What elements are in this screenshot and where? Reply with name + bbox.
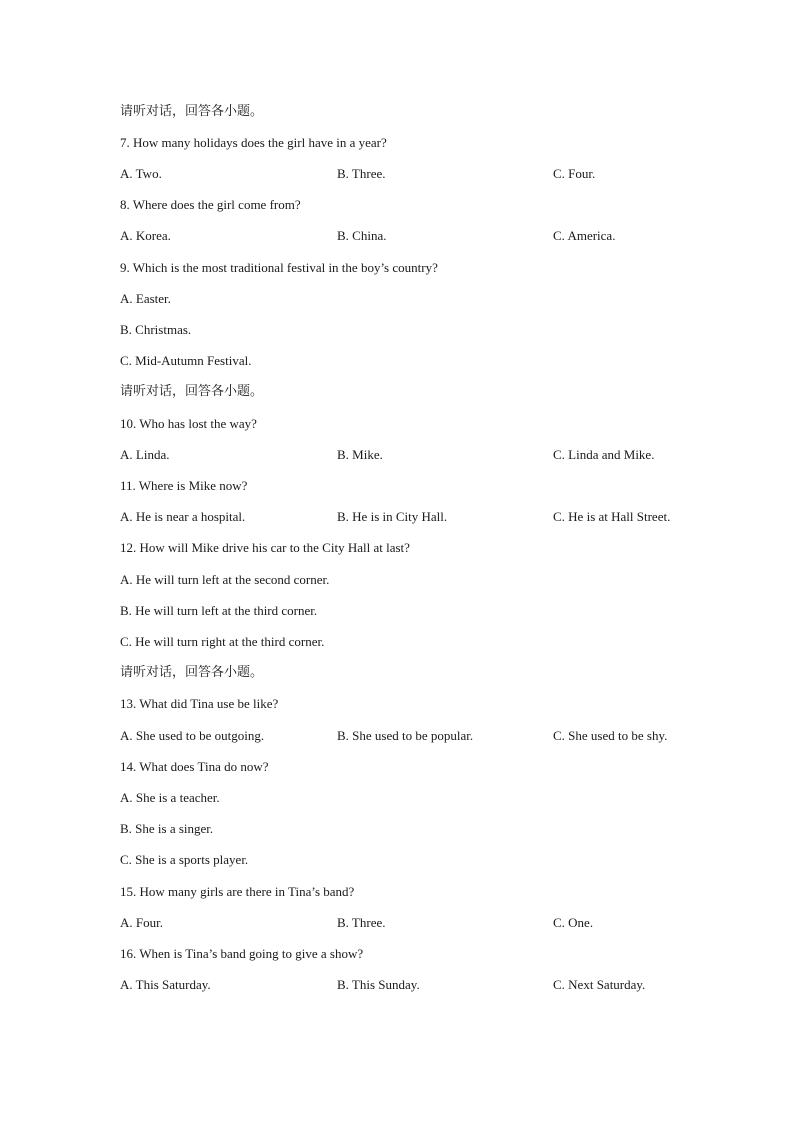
question-13-option-a[interactable]: A. She used to be outgoing. bbox=[120, 728, 265, 743]
question-10-option-a[interactable]: A. Linda. bbox=[120, 447, 170, 462]
question-15-option-c[interactable]: C. One. bbox=[553, 915, 594, 930]
question-12-option-b[interactable]: B. He will turn left at the third corner. bbox=[120, 603, 318, 618]
section-instruction: 请听对话，回答各小题。 bbox=[120, 665, 264, 680]
question-16-option-a[interactable]: A. This Saturday. bbox=[120, 977, 211, 992]
question-11-option-a[interactable]: A. He is near a hospital. bbox=[120, 509, 246, 524]
question-14-option-c[interactable]: C. She is a sports player. bbox=[120, 852, 249, 867]
question-16-option-b[interactable]: B. This Sunday. bbox=[337, 977, 420, 992]
question-11-option-c[interactable]: C. He is at Hall Street. bbox=[553, 509, 671, 524]
question-8-option-c[interactable]: C. America. bbox=[553, 228, 616, 243]
question-9-option-b[interactable]: B. Christmas. bbox=[120, 322, 192, 337]
question-15-text: 15. How many girls are there in Tina’s band? bbox=[120, 884, 355, 899]
question-14-option-b[interactable]: B. She is a singer. bbox=[120, 821, 214, 836]
question-14-text: 14. What does Tina do now? bbox=[120, 759, 269, 774]
section-instruction: 请听对话，回答各小题。 bbox=[120, 384, 264, 399]
question-7-option-c[interactable]: C. Four. bbox=[553, 166, 596, 181]
question-14-option-a[interactable]: A. She is a teacher. bbox=[120, 790, 220, 805]
question-8-text: 8. Where does the girl come from? bbox=[120, 197, 301, 212]
question-7-text: 7. How many holidays does the girl have in a year? bbox=[120, 135, 387, 150]
question-16-text: 16. When is Tina’s band going to give a show? bbox=[120, 946, 364, 961]
question-9-text: 9. Which is the most traditional festival in the boy’s country? bbox=[120, 260, 438, 275]
question-11-option-b[interactable]: B. He is in City Hall. bbox=[337, 509, 448, 524]
question-11-text: 11. Where is Mike now? bbox=[120, 478, 248, 493]
question-9-option-c[interactable]: C. Mid-Autumn Festival. bbox=[120, 353, 252, 368]
section-instruction: 请听对话，回答各小题。 bbox=[120, 104, 264, 119]
question-7-option-a[interactable]: A. Two. bbox=[120, 166, 162, 181]
question-10-option-b[interactable]: B. Mike. bbox=[337, 447, 383, 462]
question-12-option-a[interactable]: A. He will turn left at the second corner. bbox=[120, 572, 330, 587]
question-10-option-c[interactable]: C. Linda and Mike. bbox=[553, 447, 655, 462]
question-8-option-b[interactable]: B. China. bbox=[337, 228, 387, 243]
question-7-option-b[interactable]: B. Three. bbox=[337, 166, 386, 181]
question-13-text: 13. What did Tina use be like? bbox=[120, 696, 279, 711]
question-12-text: 12. How will Mike drive his car to the City Hall at last? bbox=[120, 540, 410, 555]
question-12-option-c[interactable]: C. He will turn right at the third corner. bbox=[120, 634, 325, 649]
question-13-option-c[interactable]: C. She used to be shy. bbox=[553, 728, 668, 743]
question-8-option-a[interactable]: A. Korea. bbox=[120, 228, 171, 243]
question-9-option-a[interactable]: A. Easter. bbox=[120, 291, 171, 306]
question-16-option-c[interactable]: C. Next Saturday. bbox=[553, 977, 646, 992]
question-13-option-b[interactable]: B. She used to be popular. bbox=[337, 728, 474, 743]
question-15-option-b[interactable]: B. Three. bbox=[337, 915, 386, 930]
question-15-option-a[interactable]: A. Four. bbox=[120, 915, 163, 930]
question-10-text: 10. Who has lost the way? bbox=[120, 416, 257, 431]
